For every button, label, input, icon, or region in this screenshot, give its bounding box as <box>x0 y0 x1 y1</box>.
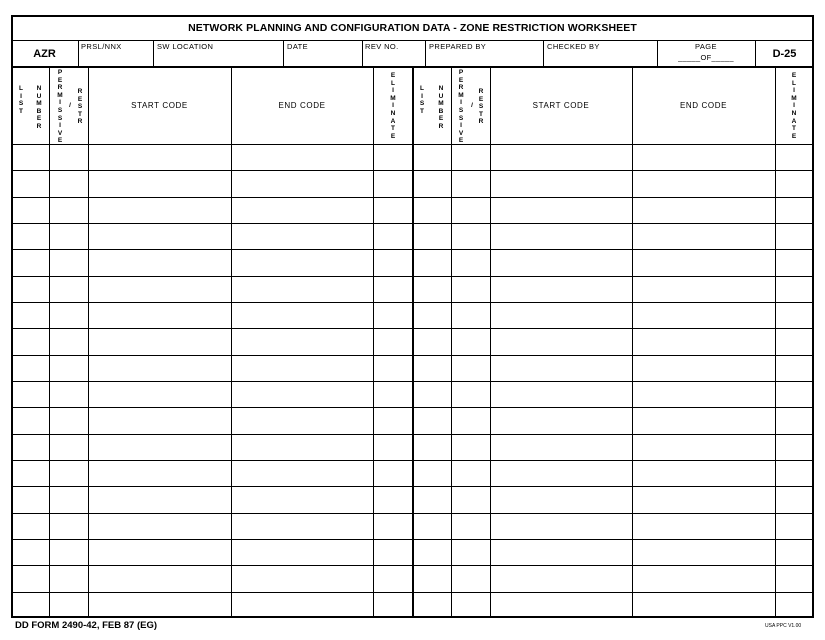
list-header: L I S T <box>419 85 425 115</box>
header-top-rule <box>11 40 814 41</box>
rs-header: / <box>69 102 71 109</box>
table-row-rule <box>11 486 814 487</box>
header-divider <box>283 40 284 66</box>
table-row-rule <box>11 407 814 408</box>
date-field[interactable]: DATE <box>287 42 309 51</box>
publisher-mark: USA PPC V1.00 <box>765 623 802 629</box>
checked-by-field[interactable]: CHECKED BY <box>547 42 600 51</box>
table-row-rule <box>11 302 814 303</box>
restr-header: R E S T R <box>478 88 484 126</box>
restr-header: R E S T R <box>77 88 83 126</box>
form-title: NETWORK PLANNING AND CONFIGURATION DATA - ZONE RESTRICTION WORKSHEET <box>188 22 637 34</box>
table-row-rule <box>11 249 814 250</box>
table-row-rule <box>11 355 814 356</box>
prsl-field[interactable]: PRSL/NNX <box>81 42 122 51</box>
center-divider <box>412 66 414 618</box>
form-id: D-25 <box>772 48 797 60</box>
table-row-rule <box>11 539 814 540</box>
column-divider <box>451 66 452 618</box>
column-divider <box>632 66 633 618</box>
form-code: AZR <box>33 48 56 60</box>
header-divider <box>543 40 544 66</box>
permissive-header: P E R M I S S I V E <box>458 69 464 145</box>
table-row-rule <box>11 592 814 593</box>
start-code-header: START CODE <box>131 101 188 110</box>
column-divider <box>775 66 776 618</box>
table-row-rule <box>11 460 814 461</box>
column-divider <box>490 66 491 618</box>
number-header: N U M B E R <box>438 85 444 130</box>
table-row-rule <box>11 170 814 171</box>
number-header: N U M B E R <box>36 85 42 130</box>
table-row-rule <box>11 197 814 198</box>
list-header: L I S T <box>18 85 24 115</box>
header-divider <box>153 40 154 66</box>
page-of-field[interactable]: _____OF_____ <box>678 53 734 62</box>
end-code-header: END CODE <box>679 101 728 110</box>
column-divider <box>231 66 232 618</box>
sw-location-field[interactable]: SW LOCATION <box>157 42 214 51</box>
table-row-rule <box>11 276 814 277</box>
start-code-header: START CODE <box>532 101 590 110</box>
table-row-rule <box>11 381 814 382</box>
form-number: DD FORM 2490-42, FEB 87 (EG) <box>15 620 158 631</box>
table-row-rule <box>11 328 814 329</box>
eliminate-header: E L I M I N A T E <box>791 72 797 140</box>
rev-no-field[interactable]: REV NO. <box>365 42 399 51</box>
header-divider <box>362 40 363 66</box>
table-row-rule <box>11 565 814 566</box>
header-divider <box>78 40 79 66</box>
table-row-rule <box>11 513 814 514</box>
column-divider <box>49 66 50 618</box>
prepared-by-field[interactable]: PREPARED BY <box>429 42 487 51</box>
eliminate-header: E L I M I N A T E <box>390 72 396 140</box>
header-divider <box>425 40 426 66</box>
column-divider <box>88 66 89 618</box>
table-row-rule <box>11 223 814 224</box>
rs-header: / <box>471 102 473 109</box>
end-code-header: END CODE <box>278 101 326 110</box>
page-label: PAGE <box>695 42 717 51</box>
column-divider <box>373 66 374 618</box>
table-row-rule <box>11 434 814 435</box>
permissive-header: P E R M I S S I V E <box>57 69 63 145</box>
